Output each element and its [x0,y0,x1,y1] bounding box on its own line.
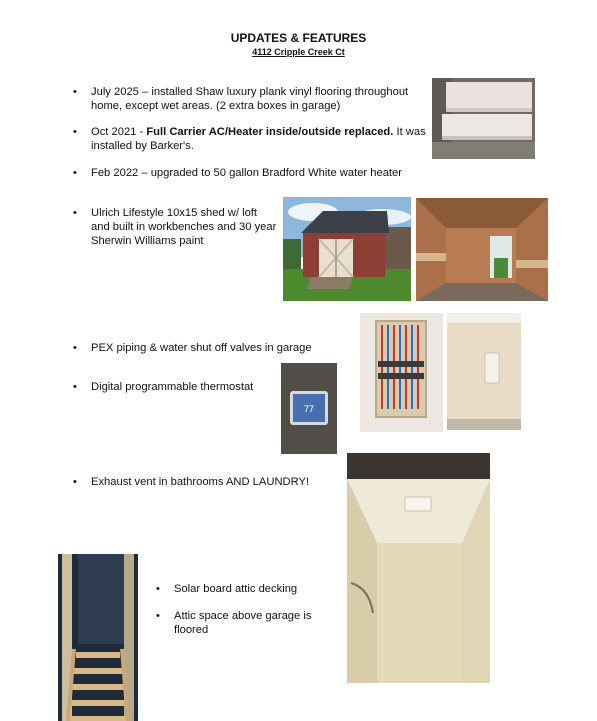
bullet-icon: • [73,342,77,354]
feature-attic-floored: Attic space above garage is floored [174,610,312,636]
bullet-icon: • [156,583,160,595]
shed-exterior-photo [283,197,411,301]
garage-wall-photo [447,313,521,430]
pex-piping-photo [360,313,443,432]
feature-pex-piping: PEX piping & water shut off valves in garage [91,342,312,354]
bullet-icon: • [73,207,77,219]
feature-exhaust-vent: Exhaust vent in bathrooms AND LAUNDRY! [91,476,310,488]
thermostat-reading: 77 [303,404,315,414]
bullet-icon: • [73,86,77,98]
bullet-icon: • [73,126,77,138]
feature-thermostat: Digital programmable thermostat [91,381,254,393]
bullet-icon: • [73,381,77,393]
flooring-boxes-photo [432,78,535,159]
property-address: 4112 Cripple Creek Ct [252,47,345,57]
bullet-icon: • [73,167,77,179]
feature-water-heater: Feb 2022 – upgraded to 50 gallon Bradford White water heater [91,167,402,179]
attic-ladder-photo [58,554,138,721]
ac-date: Oct 2021 - [91,126,147,138]
exhaust-vent-photo [347,453,490,683]
ac-highlight: Full Carrier AC/Heater inside/outside replaced. [146,126,394,138]
feature-flooring: July 2025 – installed Shaw luxury plank vinyl flooring throughout home, except wet areas. (2 extra boxes in garage) [91,86,409,112]
thermostat-photo [281,363,337,454]
page-title: UPDATES & FEATURES [230,31,367,45]
feature-ac-heater [91,125,427,153]
ac-installer: It was installed by Barker's. [91,126,426,152]
feature-solar-board: Solar board attic decking [174,583,298,595]
bullet-icon: • [73,476,77,488]
shed-interior-photo [416,198,548,301]
feature-shed: Ulrich Lifestyle 10x15 shed w/ loft and built in workbenches and 30 year Sherwin Williams paint [91,207,277,247]
bullet-icon: • [156,610,160,622]
